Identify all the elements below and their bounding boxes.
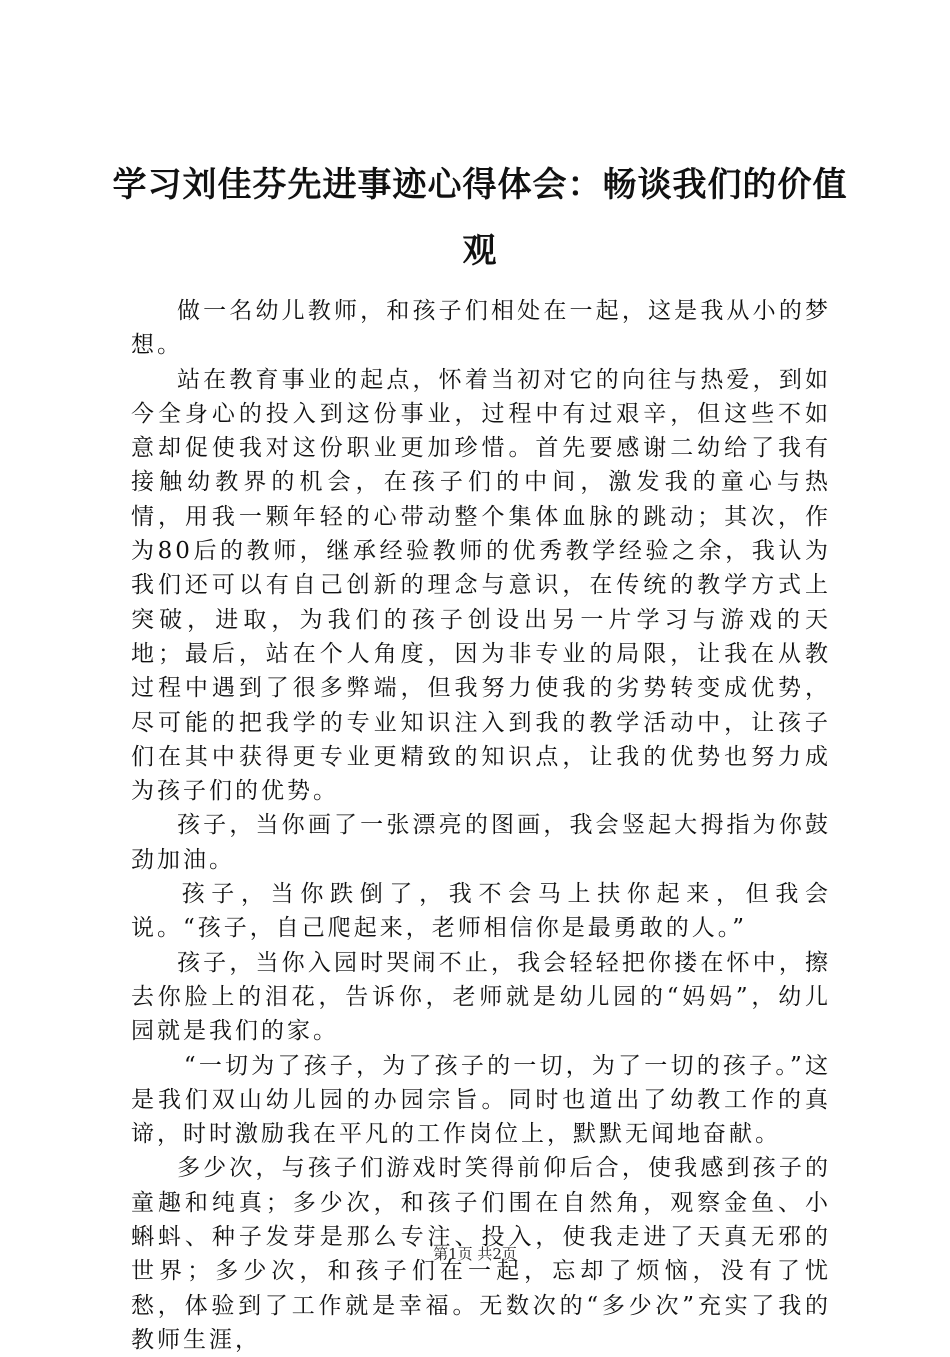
paragraph-5: 孩子，当你入园时哭闹不止，我会轻轻把你搂在怀中，擦去你脸上的泪花，告诉你，老师就是幼儿园的“妈妈”，幼儿园就是我们的家。 (131, 949, 831, 1045)
paragraph-1: 做一名幼儿教师，和孩子们相处在一起，这是我从小的梦想。 (131, 298, 831, 359)
paragraph-4: 孩子，当你跌倒了，我不会马上扶你起来，但我会说。“孩子，自己爬起来，老师相信你是最勇敢的人。” (131, 881, 831, 942)
paragraph-7: 多少次，与孩子们游戏时笑得前仰后合，使我感到孩子的童趣和纯真；多少次，和孩子们围在自然角，观察金鱼、小蝌蚪、种子发芽是那么专注、投入，使我走进了天真无邪的世界；多少次，和孩子们在一起，忘却了烦恼，没有了忧愁，体验到了工作就是幸福。无数次的“多少次”充实了我的教师生涯， (131, 1155, 831, 1353)
document-title: 学习刘佳芬先进事迹心得体会：畅谈我们的价值观 (112, 165, 848, 271)
page-number-footer: 第1页 共2页 (433, 1245, 517, 1263)
paragraph-6: “一切为了孩子，为了孩子的一切，为了一切的孩子。”这是我们双山幼儿园的办园宗旨。同时也道出了幼教工作的真谛，时时激励我在平凡的工作岗位上，默默无闻地奋献。 (131, 1052, 831, 1148)
paragraph-3: 孩子，当你画了一张漂亮的图画，我会竖起大拇指为你鼓劲加油。 (131, 812, 831, 873)
paragraph-2: 站在教育事业的起点，怀着当初对它的向往与热爱，到如今全身心的投入到这份事业，过程中有过艰辛，但这些不如意却促使我对这份职业更加珍惜。首先要感谢二幼给了我有接触幼教界的机会，在孩子们的中间，激发我的童心与热情，用我一颗年轻的心带动整个集体血脉的跳动；其次，作为80后的教师，继承经验教师的优秀教学经验之余，我认为我们还可以有自己创新的理念与意识，在传统的教学方式上突破，进取，为我们的孩子创设出另一片学习与游戏的天地；最后，站在个人角度，因为非专业的局限，让我在从教过程中遇到了很多弊端，但我努力使我的劣势转变成优势，尽可能的把我学的专业知识注入到我的教学活动中，让孩子们在其中获得更专业更精致的知识点，让我的优势也努力成为孩子们的优势。 (131, 366, 831, 805)
document-body (131, 294, 831, 1357)
